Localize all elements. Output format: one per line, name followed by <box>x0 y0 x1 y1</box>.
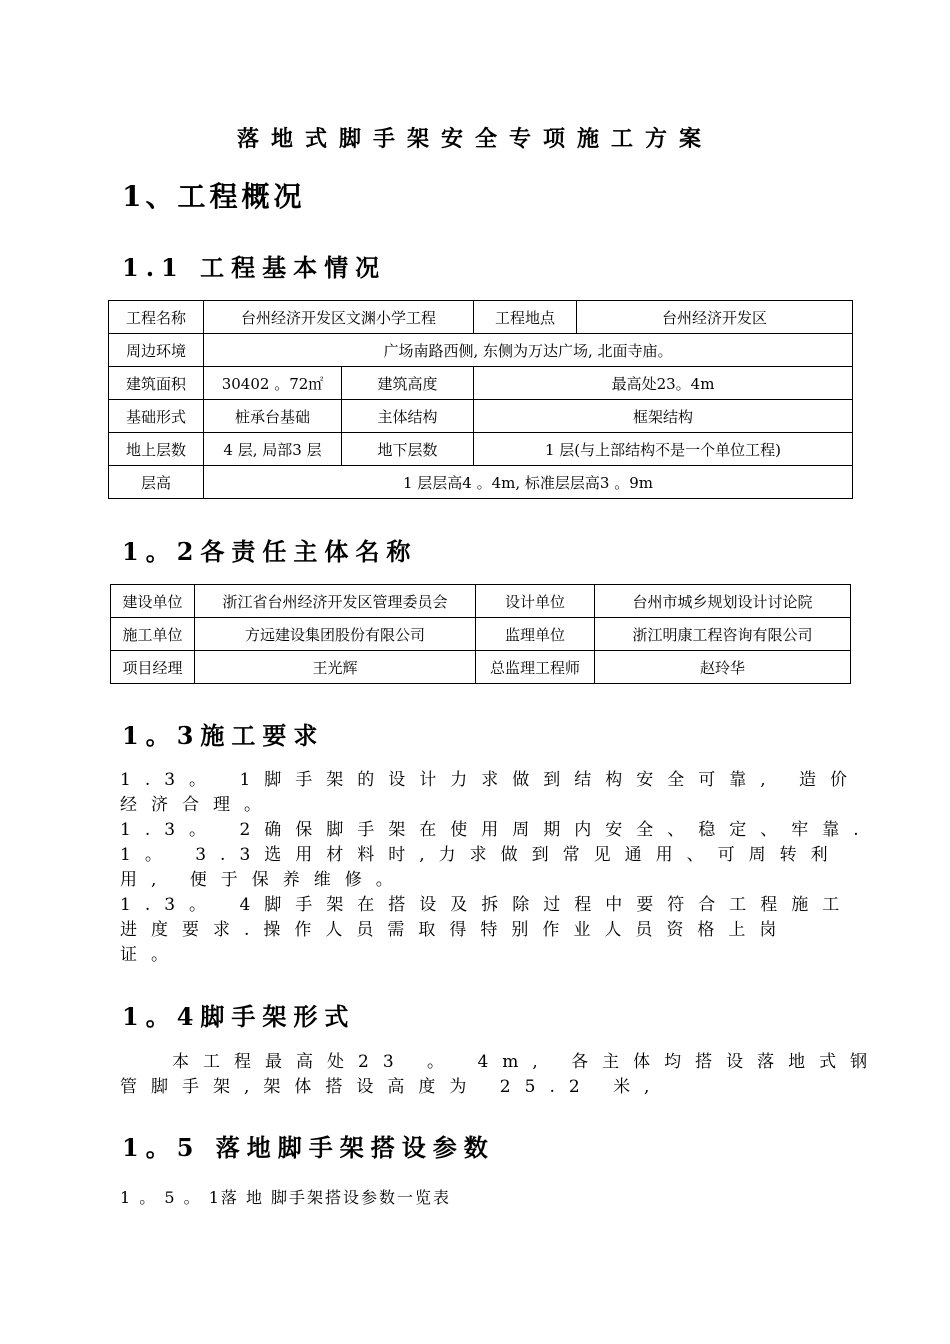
requirements-paragraph <box>120 768 873 968</box>
table-cell: 浙江省台州经济开发区管理委员会 <box>195 585 476 618</box>
table-cell: 监理单位 <box>476 618 595 651</box>
paragraph-line: 用, 便于保养维修。 <box>120 870 407 890</box>
table-cell: 设计单位 <box>476 585 595 618</box>
document-title: 落地式脚手架安全专项施工方案 <box>236 126 713 152</box>
project-info-table <box>108 300 853 499</box>
table-row <box>109 466 853 499</box>
table-cell: 主体结构 <box>342 400 474 433</box>
table-cell: 总监理工程师 <box>476 651 595 684</box>
table-cell: 地上层数 <box>109 433 204 466</box>
table-row <box>109 301 853 334</box>
paragraph-line: 1.3。 4脚手架在搭设及拆除过程中要符合工程施工 <box>120 895 854 915</box>
paragraph-line: 1.3。 1脚手架的设计力求做到结构安全可靠, 造价 <box>120 770 862 790</box>
table-row <box>109 400 853 433</box>
section-heading-1-3: 1。3施工要求 <box>122 721 325 750</box>
responsible-parties-table <box>110 584 851 684</box>
table-row <box>109 367 853 400</box>
table-row <box>111 651 851 684</box>
table-cell: 项目经理 <box>111 651 195 684</box>
table-cell: 台州经济开发区 <box>577 301 853 334</box>
paragraph-line: 本工程最高处23 。 4m, 各主体均搭设落地式钢 <box>172 1052 882 1072</box>
table-cell: 建设单位 <box>111 585 195 618</box>
table-cell: 建筑面积 <box>109 367 204 400</box>
table-cell: 30402 。72㎡ <box>204 367 342 400</box>
table-row <box>111 585 851 618</box>
table-cell: 方远建设集团股份有限公司 <box>195 618 476 651</box>
table-cell: 工程名称 <box>109 301 204 334</box>
paragraph-line: 证。 <box>120 945 182 965</box>
table-cell: 1 层层高4 。4m, 标准层层高3 。9m <box>204 466 853 499</box>
table-cell: 工程地点 <box>474 301 577 334</box>
paragraph-line: 进度要求.操作人员需取得特别作业人员资格上岗 <box>120 920 791 940</box>
table-cell: 台州经济开发区文渊小学工程 <box>204 301 474 334</box>
table-cell: 广场南路西侧, 东侧为万达广场, 北面寺庙。 <box>204 334 853 367</box>
section-heading-1-4: 1。4脚手架形式 <box>122 1002 356 1031</box>
section-heading-1-5: 1。5 落地脚手架搭设参数 <box>122 1133 495 1162</box>
table-row <box>111 618 851 651</box>
table-cell: 4 层, 局部3 层 <box>204 433 342 466</box>
paragraph-line: 管脚手架,架体搭设高度为 25.2 米, <box>120 1077 664 1097</box>
table-row <box>109 334 853 367</box>
paragraph-line: 1.3。 2确保脚手架在使用周期内安全、稳定、牢靠. <box>120 820 873 840</box>
section-heading-1: 1、工程概况 <box>122 180 306 213</box>
table-cell: 建筑高度 <box>342 367 474 400</box>
section-heading-1-1: 1.1 工程基本情况 <box>122 253 387 282</box>
table-cell: 王光辉 <box>195 651 476 684</box>
subsection-1-5-1: 1 。 5 。 1落 地 脚手架搭设参数一览表 <box>120 1188 452 1207</box>
table-cell: 最高处23。4m <box>474 367 853 400</box>
table-cell: 周边环境 <box>109 334 204 367</box>
table-row <box>109 433 853 466</box>
table-cell: 1 层(与上部结构不是一个单位工程) <box>474 433 853 466</box>
table-cell: 桩承台基础 <box>204 400 342 433</box>
scaffold-form-paragraph <box>120 1050 882 1100</box>
table-cell: 施工单位 <box>111 618 195 651</box>
table-cell: 框架结构 <box>474 400 853 433</box>
section-heading-1-2: 1。2各责任主体名称 <box>122 537 418 566</box>
paragraph-line: 经济合理。 <box>120 795 275 815</box>
table-cell: 台州市城乡规划设计讨论院 <box>595 585 851 618</box>
table-cell: 地下层数 <box>342 433 474 466</box>
table-cell: 赵玲华 <box>595 651 851 684</box>
table-cell: 层高 <box>109 466 204 499</box>
paragraph-line: 1。 3.3选用材料时,力求做到常见通用、可周转利 <box>120 845 842 865</box>
table-cell: 浙江明康工程咨询有限公司 <box>595 618 851 651</box>
table-cell: 基础形式 <box>109 400 204 433</box>
